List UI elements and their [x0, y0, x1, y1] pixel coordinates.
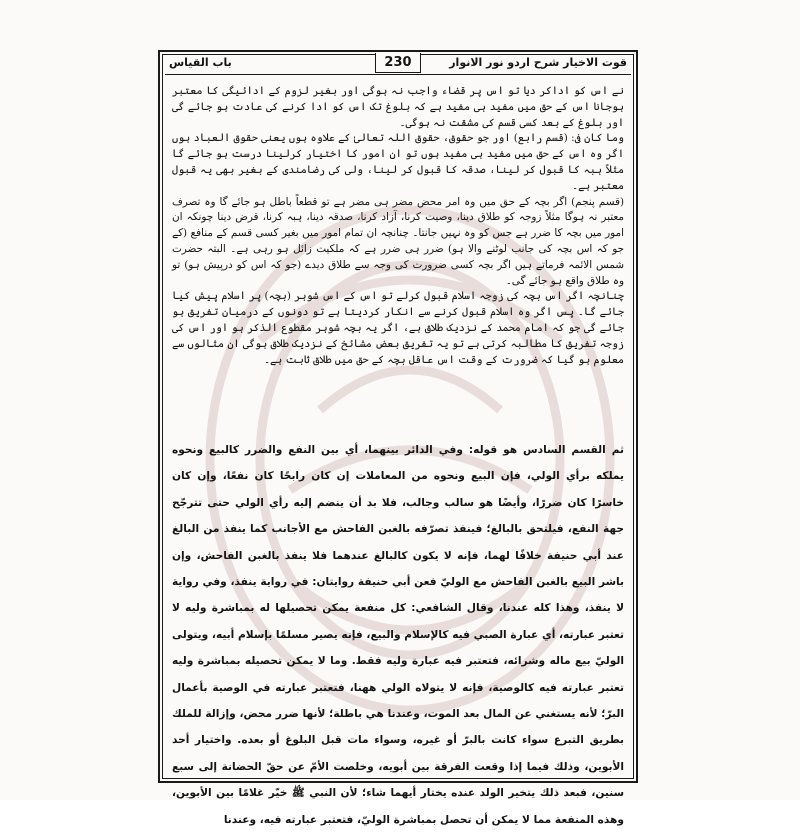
urdu-paragraph: وما کان فی: (قسم رابع) اور جو حقوق، حقوق اللہ تعالیٰ کے علاوہ ہوں یعنی حقوق العباد ہوں اگر وہ اس کے حق میں مفید ہی مفید ہوں تو ان امور کا اختیار کرلینا درست ہو جائے گا مثلاً ہبہ کا قبول کر لینا، صدقہ کا قبول کر لینا، ولی کی رضامندی کے بغیر بھی یہ قبول معتبر ہے۔ — [172, 132, 624, 192]
urdu-paragraph: نے اس کو اداکر دیا تو اس پر قضاء واجب نہ ہوگی اور بغیر لزوم کے ادائیگی کا معتبر ہوجانا اس کے حق میں مفید ہی مفید ہے کہ بلوغ تک اس کو ادا کرنے کی عادت ہو جائے گی اور بلوغ کے بعد کسی قسم کی مشقت نہ ہوگی۔ — [172, 85, 624, 129]
book-title: قوت الاخیار شرح اردو نور الانوار — [449, 56, 627, 69]
chapter-title: باب القیاس — [169, 56, 232, 69]
page-number: 230 — [375, 53, 421, 73]
urdu-commentary — [172, 84, 624, 368]
running-header — [165, 53, 631, 75]
urdu-paragraph: چنانچہ اگر اس بچہ کی زوجہ اسلام قبول کرلے تو اس کے اس شوہر (بچہ) پر اسلام پیش کیا جائے گا۔ پس اگر وہ اسلام قبول کرنے سے انکار کردیتا ہے تو دونوں کے درمیان تفریق ہو جائے گی جو کہ امام محمد کے نزدیک طلاق ہے، اگر یہ بچہ شوہر مقطوع الذکر ہو اور اس کی زوجہ تفریق کا مطالبہ کرتی ہے تو یہ تفریق بعض مشائخ کے نزدیک طلاق ہوگی ان مثالوں سے معلوم ہو گیا کہ ضرورت کے وقت اس عاقل بچہ کے حق میں طلاق ثابت ہے۔ — [172, 290, 624, 366]
urdu-paragraph: (قسم پنجم) اگر بچہ کے حق میں وہ امر محض مضر ہی مضر ہے تو قطعاً باطل ہو جائے گا وہ تصرف معتبر نہ ہوگا مثلاً زوجہ کو طلاق دینا، وصیت کرنا، آزاد کرنا، صدقہ دینا، ہبہ کرنا، قرض دینا چونکہ ان امور میں بچہ کا ضرر ہے جس کو وہ نہیں جانتا۔ چنانچہ ان تمام امور میں بغیر کسی قسم کے منافع (کے جو کہ اس بچہ کی جانب لوٹنے والا ہو) ضرر ہی ضرر ہے کہ ملکیت زائل ہو رہی ہے۔ البتہ حضرت شمس الائمہ فرماتے ہیں اگر بچہ کسی ضرورت کی وجہ سے طلاق دیدے (جو کہ اس کو درپیش ہو) تو وہ طلاق واقع ہو جائے گی۔ — [172, 195, 624, 287]
arabic-paragraph: ثم القسم السادس هو قوله: وفي الدائر بينهما، أي بين النفع والضرر كالبيع ونحوه يملكه برأي الولي، فإن البيع ونحوه من المعاملات إن كان رابحًا كان نفعًا، وإن كان خاسرًا كان ضررًا، وأيضًا هو سالب وجالب، فلا بد أن ينضم إليه رأي الولي حتى تترجّح جهة النفع، فيلتحق بالبالغ؛ فينفذ تصرّفه بالغبن الفاحش مع الأجانب كما ينفذ من البالغ عند أبي حنيفة خلافًا لهما، فإنه لا يكون كالبالغ عندهما فلا ينفذ بالغبن الفاحش، وإن باشر البيع بالغبن الفاحش مع الوليّ فعن أبي حنيفة روايتان: في رواية ينفذ، وفي رواية لا ينفذ، وهذا كله عندنا، وقال الشافعي: كل منفعة يمكن تحصيلها له بمباشرة وليه لا تعتبر عبارته، أي عبارة الصبي فيه كالإسلام والبيع، فإنه يصير مسلمًا بإسلام أبيه، ويتولى الوليّ بيع ماله وشرائه، فتعتبر فيه عبارة وليه فقط. وما لا يمكن تحصيله بمباشرة وليه تعتبر عبارته فيه كالوصية، فإنه لا يتولاه الولي ههنا، فتعتبر عبارته في الوصية بأعمال البرّ؛ لأنه يستغني عن المال بعد الموت، وعندنا هي باطلة؛ لأنها ضرر محض، وإزالة للملك بطريق التبرع سواء كانت بالبرّ أو غيره، وسواء مات قبل البلوغ أو بعده. واختيار أحد الأبوين، وذلك فيما إذا وقعت الفرقة بين أبويه، وخلصت الأمّ عن حقّ الحضانة إلى سبع سنين، فبعد ذلك يتخير الولد عنده يختار أيهما شاء؛ لأن النبي ﷺ خيّر غلامًا بين الأبوين، وهذه المنفعة مما لا يمكن أن تحصل بمباشرة الوليّ، فتعتبر عبارته فيه، وعندنا — [172, 444, 624, 826]
arabic-source-text — [172, 437, 624, 833]
